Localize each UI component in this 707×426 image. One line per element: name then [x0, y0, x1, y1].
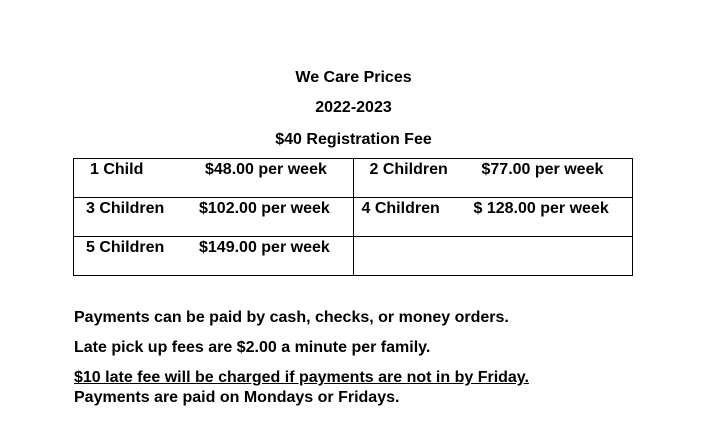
child-count: 2 Children	[369, 161, 448, 178]
child-count: 5 Children	[86, 239, 165, 256]
payment-methods-note: Payments can be paid by cash, checks, or money orders.	[74, 309, 509, 326]
registration-fee: $40 Registration Fee	[275, 131, 432, 148]
page-title: We Care Prices	[295, 69, 412, 86]
weekly-price: $77.00 per week	[481, 161, 604, 178]
table-cell	[74, 198, 354, 237]
payment-days-note: Payments are paid on Mondays or Fridays.	[74, 389, 400, 406]
child-count: 1 Child	[90, 161, 144, 178]
weekly-price: $ 128.00 per week	[473, 200, 609, 217]
price-table	[73, 158, 633, 276]
weekly-price: $149.00 per week	[199, 239, 330, 256]
late-pickup-note: Late pick up fees are $2.00 a minute per family.	[74, 339, 431, 356]
weekly-price: $48.00 per week	[205, 161, 327, 178]
table-cell	[353, 198, 633, 237]
table-cell	[74, 237, 354, 276]
table-cell	[74, 159, 354, 198]
table-cell	[353, 159, 633, 198]
weekly-price: $102.00 per week	[199, 200, 330, 217]
table-row	[74, 159, 633, 198]
empty-cell	[353, 237, 633, 276]
child-count: 3 Children	[86, 200, 165, 217]
table-row	[74, 237, 633, 276]
late-fee-note: $10 late fee will be charged if payments are not in by Friday.	[74, 369, 529, 386]
table-row	[74, 198, 633, 237]
child-count: 4 Children	[361, 200, 440, 217]
school-year: 2022-2023	[315, 99, 392, 116]
